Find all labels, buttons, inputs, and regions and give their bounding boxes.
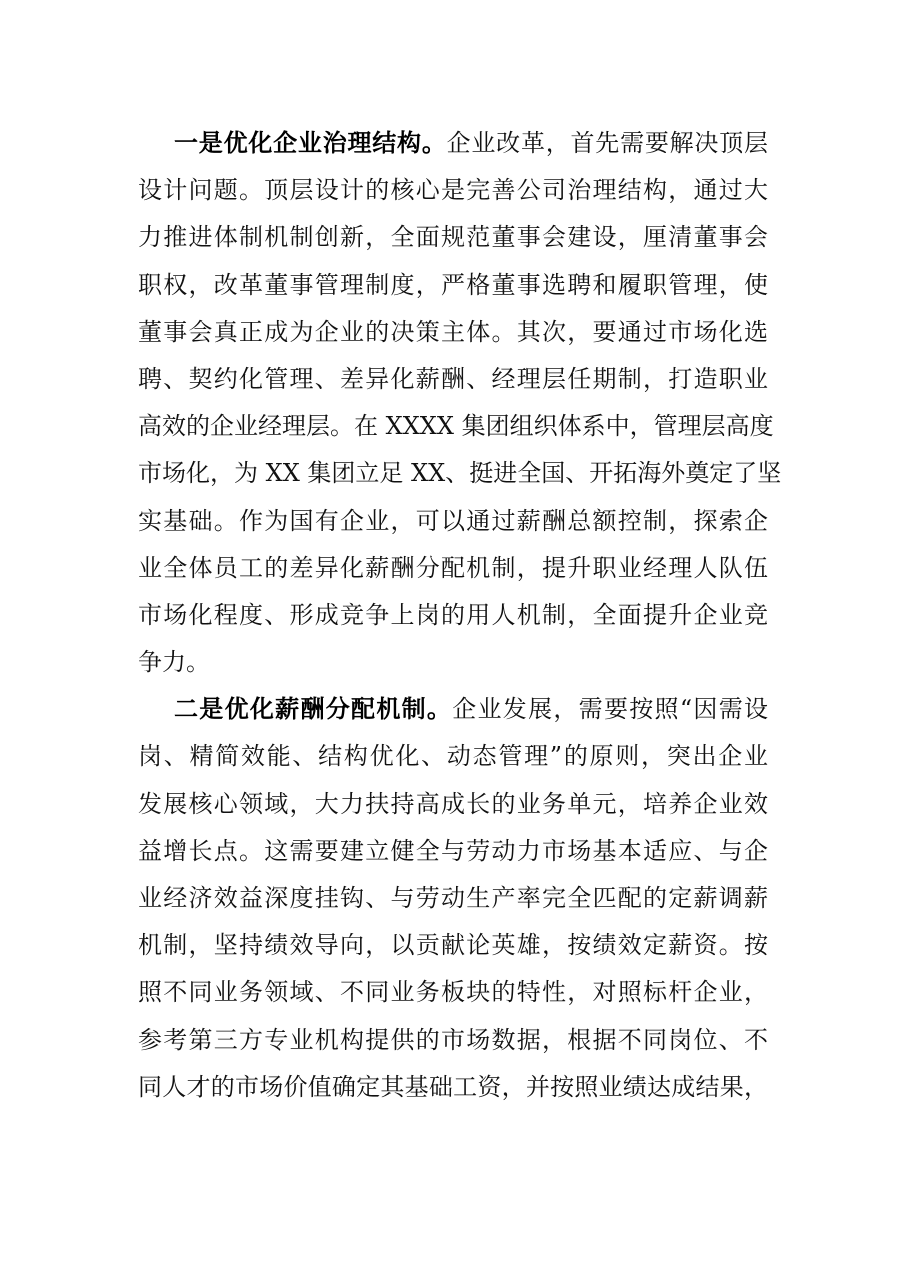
paragraph-2-line: 参考第三方专业机构提供的市场数据，根据不同岗位、不 [138,1025,768,1054]
paragraph-2-line: 照不同业务领域、不同业务板块的特性，对照标杆企业， [138,978,768,1007]
paragraph-1-line-1 [138,120,768,167]
paragraph-1-line: 力推进体制机制创新，全面规范董事会建设，厘清董事会 [138,223,768,252]
document-body [138,120,782,1111]
paragraph-2-line-1 [138,686,768,733]
paragraph-2-line: 益增长点。这需要建立健全与劳动力市场基本适应、与企 [138,836,768,865]
paragraph-2-lead: 二是优化薪酬分配机制。 [174,695,453,724]
paragraph-1-line: 职权，改革董事管理制度，严格董事选聘和履职管理，使 [138,270,768,299]
paragraph-1-line: 争力。 [138,648,210,677]
paragraph-1-line: 高效的企业经理层。在 XXXX 集团组织体系中，管理层高度 [138,412,774,441]
paragraph-1-line: 市场化程度、形成竞争上岗的用人机制，全面提升企业竞 [138,600,768,629]
paragraph-1-line: 业全体员工的差异化薪酬分配机制，提升职业经理人队伍 [138,553,768,582]
paragraph-2-line: 机制，坚持绩效导向，以贡献论英雄，按绩效定薪资。按 [138,931,768,960]
paragraph-1-lead: 一是优化企业治理结构。 [174,129,447,157]
paragraph-2-line: 业经济效益深度挂钩、与劳动生产率完全匹配的定薪调薪 [138,884,768,912]
paragraph-1-line: 市场化，为 XX 集团立足 XX、挺进全国、开拓海外奠定了坚 [138,459,782,488]
paragraph-1-line: 设计问题。顶层设计的核心是完善公司治理结构，通过大 [138,176,768,205]
paragraph-1-text: 企业改革，首先需要解决顶层 [446,129,768,157]
paragraph-1-line: 董事会真正成为企业的决策主体。其次，要通过市场化选 [138,317,768,346]
paragraph-2-line: 同人才的市场价值确定其基础工资，并按照业绩达成结果， [138,1072,768,1101]
paragraph-2-line: 发展核心领域，大力扶持高成长的业务单元，培养企业效 [138,789,768,818]
paragraph-1-line: 实基础。作为国有企业，可以通过薪酬总额控制，探索企 [138,506,768,535]
paragraph-2-line: 岗、精简效能、结构优化、动态管理”的原则，突出企业 [138,742,768,771]
paragraph-1-line: 聘、契约化管理、差异化薪酬、经理层任期制，打造职业 [138,364,768,393]
paragraph-2-text: 企业发展，需要按照“因需设 [452,695,768,724]
